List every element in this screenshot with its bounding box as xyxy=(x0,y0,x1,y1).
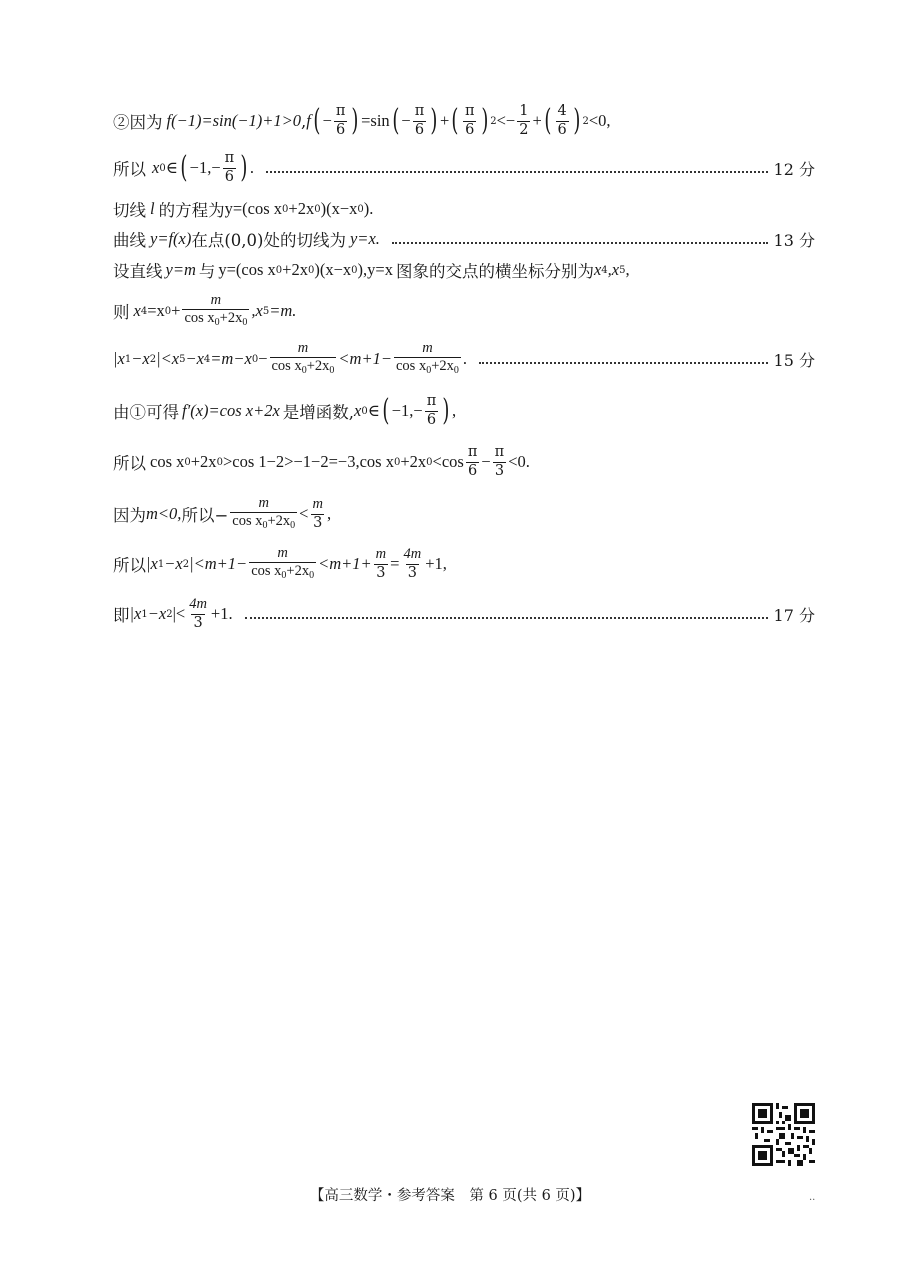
expression: y=f(x) xyxy=(150,229,192,248)
leader-dots xyxy=(266,170,768,173)
den-text: cos x xyxy=(395,358,427,375)
solution-line-5 xyxy=(113,257,815,283)
expression: ). xyxy=(363,199,374,218)
expression: <cos xyxy=(432,452,464,471)
element-of: ∈ xyxy=(165,158,178,177)
expression: −x xyxy=(131,349,150,368)
den-text: +2x xyxy=(306,358,330,375)
subscript: 0 xyxy=(281,570,287,582)
solution-line-3 xyxy=(113,196,815,222)
leader-dots xyxy=(479,361,768,364)
expression: y=(cos x xyxy=(218,260,276,279)
qr-code-icon xyxy=(752,1103,815,1166)
expression: +2x xyxy=(400,452,427,471)
subscript: 0 xyxy=(262,520,268,532)
denominator: 3 xyxy=(376,564,386,581)
expression: y=x. xyxy=(349,229,380,248)
den-text: cos x xyxy=(184,310,215,327)
variable: x xyxy=(133,301,141,320)
numerator: π xyxy=(335,103,346,120)
solution-line-7 xyxy=(113,337,815,381)
variable: l xyxy=(150,199,155,218)
den-text: cos x xyxy=(232,513,263,530)
solution-line-6 xyxy=(113,289,815,333)
solution-line-4 xyxy=(113,226,815,252)
subscript: 0 xyxy=(357,203,364,215)
denominator: 6 xyxy=(336,121,346,138)
subscript: 0 xyxy=(214,317,220,329)
function-f: f xyxy=(306,111,311,130)
subscript: 0 xyxy=(282,203,289,215)
text: 所以 xyxy=(113,556,146,575)
fraction-one-half xyxy=(517,104,530,137)
element-of: ∈ xyxy=(367,401,380,420)
score-label: 17 分 xyxy=(773,605,815,625)
left-paren: ( xyxy=(382,393,390,428)
expression: −x xyxy=(147,604,167,623)
page-footer: 【高三数学・参考答案 第 6 页(共 6 页)】 xyxy=(309,1188,591,1204)
solution-line-9 xyxy=(113,440,815,484)
subscript: 0 xyxy=(426,456,433,468)
fraction xyxy=(182,293,249,329)
subscript: 0 xyxy=(361,405,368,417)
exponent: 2 xyxy=(490,115,497,127)
right-paren: ) xyxy=(442,393,450,428)
less-than: < xyxy=(299,504,309,523)
expression: =m. xyxy=(269,301,297,320)
subscript: 2 xyxy=(182,558,190,570)
fraction xyxy=(249,546,316,582)
denominator: 3 xyxy=(494,462,505,479)
plus-sign: + xyxy=(439,111,450,130)
expression: −1,− xyxy=(391,401,423,420)
subscript: 1 xyxy=(157,558,165,570)
score-label: 13 分 xyxy=(773,230,815,250)
solution-line-2 xyxy=(113,145,815,191)
den-text: cos x xyxy=(251,563,282,580)
variable: ,x xyxy=(607,260,620,279)
numerator: 4 xyxy=(557,103,567,120)
fraction-4m-over-3 xyxy=(401,547,423,580)
minus-sign: − xyxy=(401,111,411,130)
leader-dots xyxy=(245,616,768,619)
expression: y=(cos x xyxy=(224,199,283,218)
fraction-pi-over-6 xyxy=(223,151,237,184)
denominator: 6 xyxy=(426,411,437,428)
text: 与 xyxy=(198,262,216,281)
subscript: 0 xyxy=(159,162,166,174)
expression: −x xyxy=(164,554,183,573)
text: 在点(0,0)处的切线为 xyxy=(191,231,346,250)
subscript: 4 xyxy=(140,305,148,317)
numerator: m xyxy=(297,340,309,357)
subscript: 0 xyxy=(329,365,335,377)
subscript: 0 xyxy=(184,456,191,468)
expression: |<m+1− xyxy=(189,554,248,573)
score-label: 12 分 xyxy=(773,159,815,179)
expression: <0, xyxy=(588,111,611,130)
expression: −x xyxy=(185,349,204,368)
subscript: 0 xyxy=(351,264,358,276)
left-paren: ( xyxy=(180,150,188,185)
subscript: 0 xyxy=(309,570,315,582)
subscript: 4 xyxy=(203,353,211,365)
equals: = xyxy=(390,554,400,573)
solution-line-11 xyxy=(113,542,815,586)
denominator: 6 xyxy=(467,462,478,479)
period: . xyxy=(249,158,255,177)
fraction-pi-over-6 xyxy=(413,104,427,137)
numerator: π xyxy=(494,444,505,461)
minus-sign: − xyxy=(258,349,268,368)
expression: cos x xyxy=(150,452,185,471)
expression: |x xyxy=(113,349,125,368)
numerator: m xyxy=(375,546,387,563)
expression: +2x xyxy=(190,452,217,471)
comma: , xyxy=(625,260,630,279)
text: 图象的交点的横坐标分别为 xyxy=(395,262,594,281)
subscript: 0 xyxy=(393,456,401,468)
subscript: 1 xyxy=(141,608,148,620)
expression: |< xyxy=(172,604,186,623)
text: 是增函数, xyxy=(282,403,355,422)
fraction-m-over-3 xyxy=(310,497,324,530)
numerator: m xyxy=(258,495,269,512)
fraction-pi-over-6 xyxy=(334,104,348,137)
minus-sign: − xyxy=(481,452,491,471)
expression: +1. xyxy=(210,604,233,623)
left-paren: ( xyxy=(313,103,321,138)
subscript: 0 xyxy=(242,317,248,329)
leader-dots xyxy=(392,241,768,244)
fraction-pi-over-6 xyxy=(463,104,477,137)
comma: , xyxy=(301,111,307,131)
text: 切线 xyxy=(113,201,146,220)
expression: |x xyxy=(129,604,142,623)
subscript: 0 xyxy=(314,203,321,215)
fraction-4-over-6 xyxy=(556,104,569,137)
numerator: π xyxy=(465,103,475,120)
plus-sign: + xyxy=(171,301,181,320)
denominator xyxy=(270,357,337,377)
left-paren: ( xyxy=(392,103,400,138)
subscript: 0 xyxy=(251,353,259,365)
expression: y=m xyxy=(165,260,196,279)
fraction-pi-over-6 xyxy=(466,445,480,478)
text: 所以 xyxy=(113,454,146,473)
footer-mark: .. xyxy=(809,1192,816,1203)
expression: >cos 1−2>−1−2=−3,cos x xyxy=(222,452,394,471)
period: . xyxy=(462,349,468,368)
denominator: 3 xyxy=(313,514,323,531)
subscript: 0 xyxy=(426,365,432,377)
subscript: 0 xyxy=(164,305,172,317)
text: 所以 xyxy=(113,160,146,179)
expression: <0. xyxy=(508,452,530,471)
expression: =sin xyxy=(361,111,390,130)
expression: =m−x xyxy=(210,349,252,368)
subscript: 0 xyxy=(290,520,296,532)
minus-sign: − xyxy=(322,111,332,130)
expression: <m+1+ xyxy=(318,554,372,573)
text: 所以− xyxy=(181,506,229,525)
subscript: 2 xyxy=(149,353,157,365)
numerator: 4m xyxy=(403,546,422,563)
numerator: m xyxy=(210,292,222,309)
score-label: 15 分 xyxy=(773,350,815,370)
expression: f′(x)=cos x+2x xyxy=(182,401,280,420)
denominator xyxy=(230,512,297,532)
subscript: 0 xyxy=(275,264,283,276)
plus-sign: + xyxy=(532,111,542,130)
numerator: m xyxy=(312,496,323,513)
expression: f(−1)=sin(−1)+1>0 xyxy=(166,111,301,130)
subscript: 1 xyxy=(124,353,132,365)
fraction-pi-over-6 xyxy=(425,394,439,427)
left-paren: ( xyxy=(544,103,552,138)
text: 因为 xyxy=(113,506,146,525)
text: 曲线 xyxy=(113,231,146,250)
expression: ,x xyxy=(251,301,263,320)
expression: ),y=x xyxy=(357,260,393,279)
right-paren: ) xyxy=(430,103,438,138)
expression: <m+1− xyxy=(338,349,392,368)
variable: x xyxy=(354,401,362,420)
subscript: 5 xyxy=(619,264,626,276)
subscript: 0 xyxy=(301,365,307,377)
right-paren: ) xyxy=(240,150,248,185)
denominator: 3 xyxy=(407,564,417,581)
den-text: +2x xyxy=(267,513,291,530)
fraction xyxy=(230,496,297,532)
expression: )(x−x xyxy=(314,260,352,279)
denominator xyxy=(182,309,249,329)
expression: +2x xyxy=(282,260,308,279)
step-label: ②因为 xyxy=(113,113,163,132)
denominator xyxy=(249,562,316,582)
den-text: +2x xyxy=(286,563,310,580)
text: 设直线 xyxy=(113,262,163,281)
left-paren: ( xyxy=(451,103,459,138)
text: 的方程为 xyxy=(158,201,225,220)
numerator: π xyxy=(224,150,235,167)
numerator: m xyxy=(277,545,288,562)
denominator xyxy=(394,357,461,377)
denominator: 6 xyxy=(414,121,425,138)
expression: +1, xyxy=(425,554,447,573)
exponent: 2 xyxy=(582,115,589,127)
expression: |<x xyxy=(156,349,180,368)
fraction-pi-over-3 xyxy=(493,445,507,478)
den-text: +2x xyxy=(219,310,243,327)
expression: −1,− xyxy=(189,158,221,177)
denominator: 6 xyxy=(557,121,567,138)
text: 由①可得 xyxy=(113,403,179,422)
denominator: 3 xyxy=(193,614,203,631)
expression: )(x−x xyxy=(320,199,358,218)
subscript: 4 xyxy=(601,264,608,276)
fraction-4m-over-3 xyxy=(187,597,209,630)
solution-line-1 xyxy=(113,98,815,144)
expression: +2x xyxy=(288,199,315,218)
numerator: 4m xyxy=(189,596,207,613)
text: 则 xyxy=(113,303,130,322)
denominator: 2 xyxy=(519,121,529,138)
fraction xyxy=(270,341,337,377)
den-text: +2x xyxy=(431,358,454,375)
numerator: 1 xyxy=(519,103,529,120)
numerator: m xyxy=(422,340,433,357)
right-paren: ) xyxy=(351,103,359,138)
expression: =x xyxy=(147,301,165,320)
den-text: cos x xyxy=(271,358,302,375)
right-paren: ) xyxy=(480,103,488,138)
subscript: 2 xyxy=(166,608,173,620)
subscript: 0 xyxy=(216,456,223,468)
less-than: <− xyxy=(496,111,516,130)
subscript: 0 xyxy=(307,264,315,276)
expression: |x xyxy=(146,554,158,573)
subscript: 0 xyxy=(453,365,459,377)
numerator: π xyxy=(414,103,425,120)
variable: x xyxy=(152,158,160,177)
solution-line-8 xyxy=(113,388,815,434)
fraction xyxy=(394,341,461,377)
text: 即 xyxy=(113,606,130,625)
denominator: 6 xyxy=(465,121,475,138)
numerator: π xyxy=(426,393,437,410)
subscript: 5 xyxy=(179,353,186,365)
solution-line-10 xyxy=(113,492,815,536)
numerator: π xyxy=(467,444,478,461)
comma: , xyxy=(326,504,332,523)
solution-line-12 xyxy=(113,592,815,636)
variable: x xyxy=(593,260,602,279)
subscript: 5 xyxy=(262,305,270,317)
comma: , xyxy=(451,401,457,420)
right-paren: ) xyxy=(573,103,581,138)
expression: m<0, xyxy=(146,504,182,523)
fraction-m-over-3 xyxy=(374,547,388,580)
denominator: 6 xyxy=(224,168,235,185)
